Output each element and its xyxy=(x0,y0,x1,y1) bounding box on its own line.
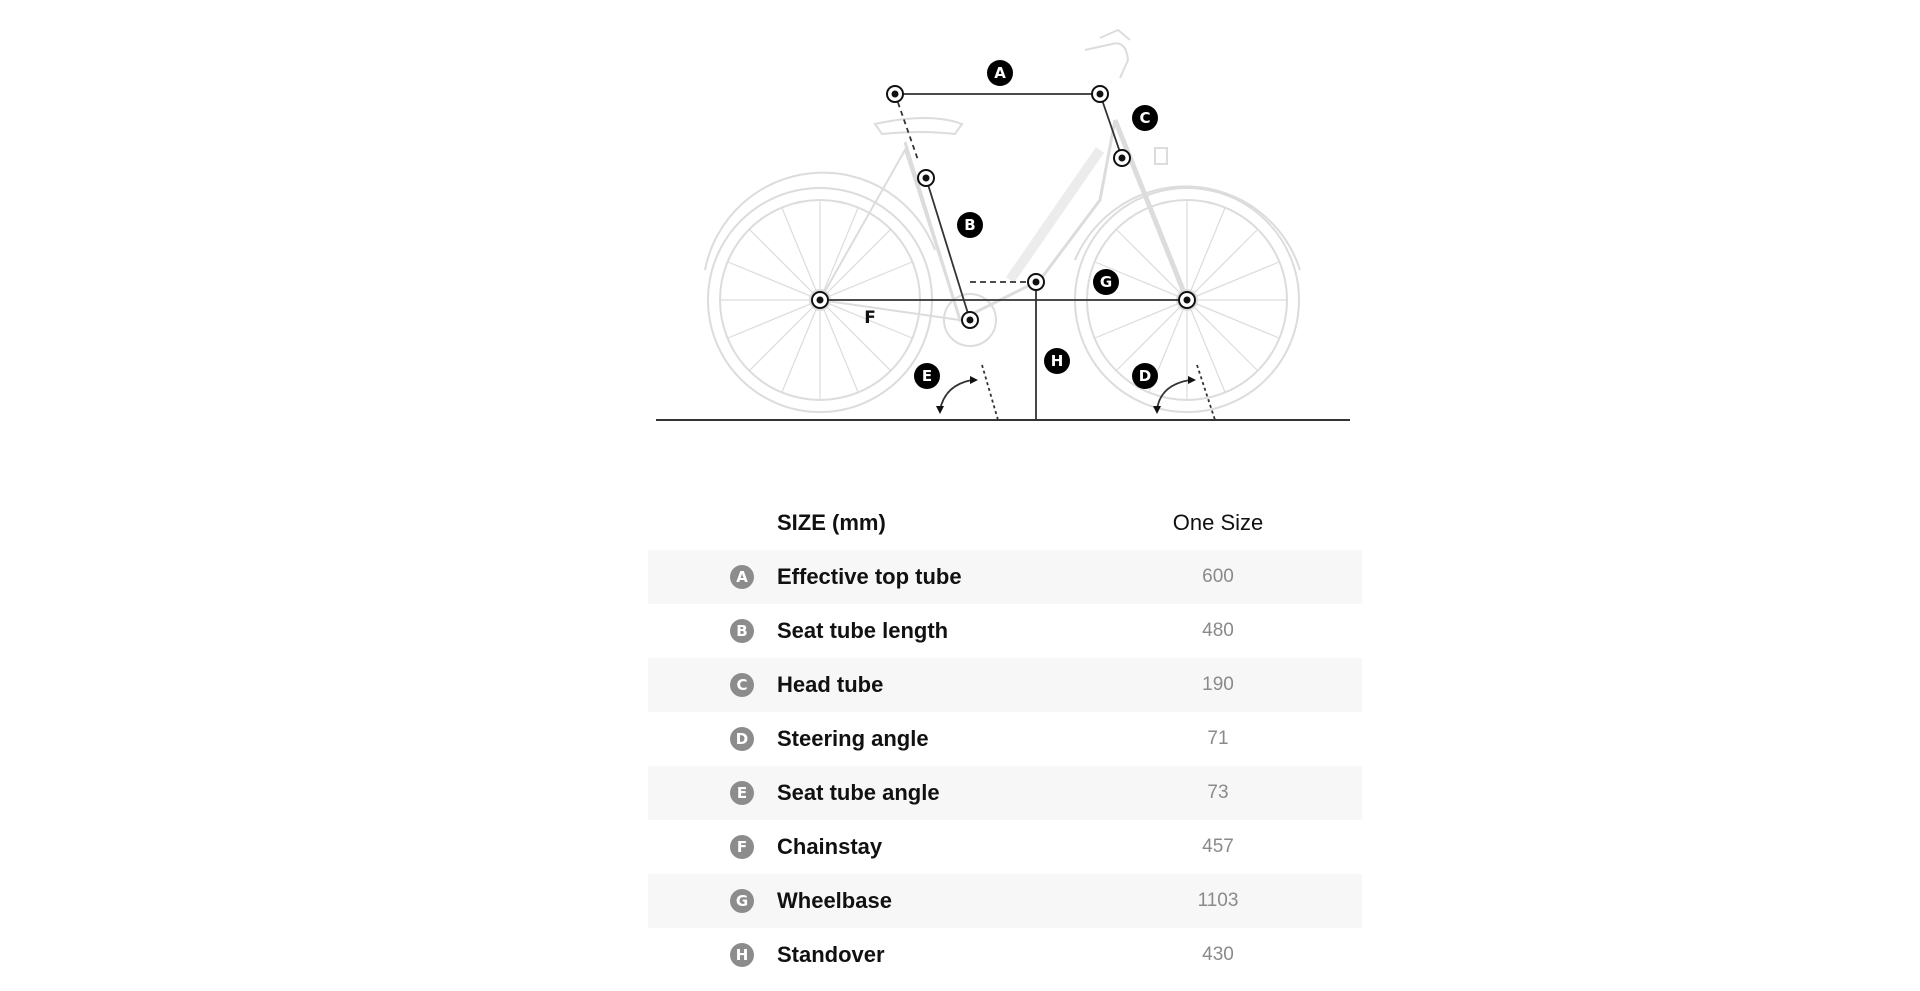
marker-e xyxy=(914,363,940,389)
row-letter-badge: B xyxy=(730,619,754,643)
svg-text:E: E xyxy=(921,367,933,385)
row-value: 73 xyxy=(1207,782,1229,803)
row-label: Steering angle xyxy=(777,726,929,751)
marker-g xyxy=(1093,269,1119,295)
svg-text:F: F xyxy=(864,308,876,328)
table-row xyxy=(648,658,1362,712)
marker-h xyxy=(1044,348,1070,374)
row-label: Head tube xyxy=(777,672,884,697)
table-row xyxy=(648,766,1362,820)
row-letter-badge: D xyxy=(730,727,754,751)
row-letter-badge: C xyxy=(730,673,754,697)
marker-f xyxy=(864,308,876,328)
bike-outline xyxy=(705,30,1300,412)
table-row xyxy=(648,928,1362,982)
row-label: Wheelbase xyxy=(777,888,892,913)
svg-text:C: C xyxy=(1139,109,1151,127)
bike-geometry-diagram xyxy=(0,0,1920,440)
row-letter-badge: A xyxy=(730,565,754,589)
size-column-header: One Size xyxy=(1172,510,1264,535)
svg-text:H: H xyxy=(1050,352,1064,370)
table-row xyxy=(648,820,1362,874)
row-value: 430 xyxy=(1202,944,1234,965)
row-value: 1103 xyxy=(1197,890,1239,911)
geometry-table xyxy=(648,496,1362,982)
row-letter-badge: F xyxy=(730,835,754,859)
row-value: 600 xyxy=(1202,566,1234,587)
table-row xyxy=(648,712,1362,766)
row-label: Standover xyxy=(777,942,885,967)
svg-text:B: B xyxy=(964,216,976,234)
svg-text:D: D xyxy=(1138,367,1152,385)
row-value: 190 xyxy=(1202,674,1234,695)
row-value: 71 xyxy=(1207,728,1229,749)
row-letter-badge: G xyxy=(730,889,754,913)
row-label: Chainstay xyxy=(777,834,883,859)
table-row xyxy=(648,550,1362,604)
marker-c xyxy=(1132,105,1158,131)
table-row xyxy=(648,604,1362,658)
table-header-row xyxy=(648,496,1362,550)
row-label: Seat tube length xyxy=(777,618,949,643)
row-value: 457 xyxy=(1202,836,1234,857)
bike-geometry-svg xyxy=(0,0,1920,440)
svg-text:G: G xyxy=(1099,273,1113,291)
row-value: 480 xyxy=(1202,620,1234,641)
size-header-label: SIZE (mm) xyxy=(777,510,886,535)
marker-a xyxy=(987,60,1013,86)
marker-d xyxy=(1132,363,1158,389)
row-label: Seat tube angle xyxy=(777,780,940,805)
row-letter-badge: H xyxy=(730,943,754,967)
row-label: Effective top tube xyxy=(777,564,962,589)
row-letter-badge: E xyxy=(730,781,754,805)
marker-b xyxy=(957,212,983,238)
svg-text:A: A xyxy=(994,64,1006,82)
table-row xyxy=(648,874,1362,928)
